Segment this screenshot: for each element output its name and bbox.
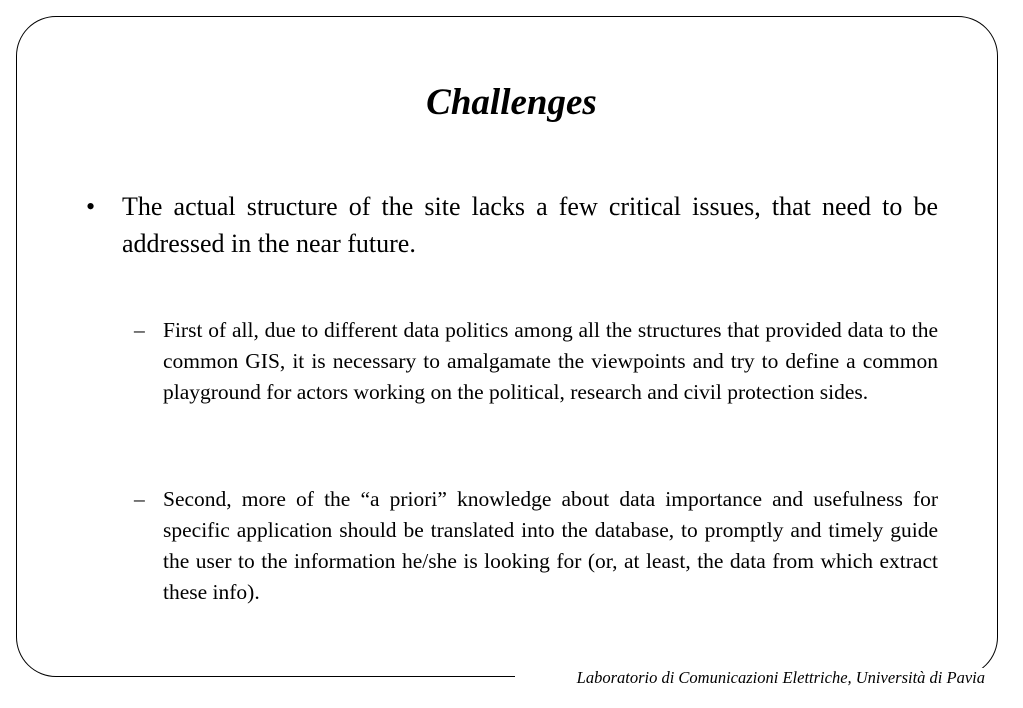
sub-item [134, 315, 938, 408]
bullet-text: The actual structure of the site lacks a few critical issues, that need to be addressed in the near future. [122, 192, 938, 258]
sub-item-marker: – [134, 318, 145, 342]
footer-caption: Laboratorio di Comunicazioni Elettriche, Università di Pavia [576, 668, 985, 687]
slide-title: Challenges [426, 82, 597, 123]
sub-item-text: First of all, due to different data politics among all the structures that provided data to the common GIS, it is necessary to amalgamate the viewpoints and try to define a common playground for actors working on the political, research and civil protection sides. [163, 318, 938, 404]
sub-item-text: Second, more of the “a priori” knowledge about data importance and usefulness for specific application should be translated into the database, to promptly and timely guide the user to the information he/she is looking for (or, at least, the data from which extract these info). [163, 487, 938, 604]
bullet-item [86, 188, 938, 262]
sub-item-marker: – [134, 487, 145, 511]
bullet-marker: • [86, 192, 96, 221]
sub-item [134, 484, 938, 608]
